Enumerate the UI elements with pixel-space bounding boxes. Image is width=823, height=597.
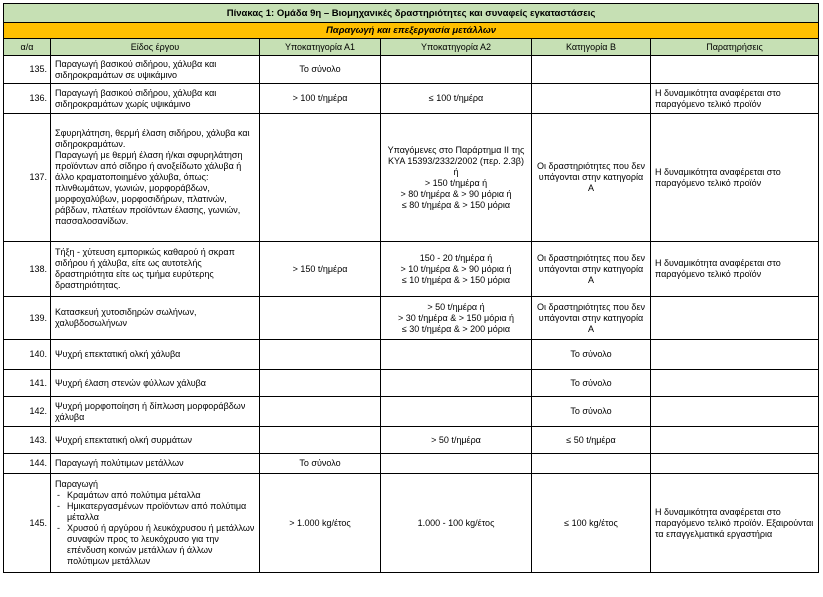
row-a2 <box>381 370 532 397</box>
row-a2: > 50 t/ημέρα ή > 30 t/ημέρα & > 150 μόρια ή ≤ 30 t/ημέρα & > 200 μόρια <box>381 297 532 340</box>
row-b: Οι δραστηριότητες που δεν υπάγονται στην κατηγορία Α <box>532 114 651 242</box>
header-b: Κατηγορία Β <box>532 39 651 56</box>
row-a1 <box>260 427 381 454</box>
row-type: Σφυρηλάτηση, θερμή έλαση σιδήρου, χάλυβα και σιδηροκραμάτων. Παραγωγή με θερμή έλαση ή/και σφυρηλάτηση προϊόντων από σίδηρο ή ανοξείδωτο χάλυβα ή άλλο κραματοποιημένο χάλυβα, όπως: πλινθωμάτων, γωνιών, μορφοράβδων, μορφοχαλύβων, μορφοσιδήρων, πλατινών, ράβδων, πλατέων προϊόντων έλασης, γωνιών, πασσαλοσανίδων. <box>51 114 260 242</box>
header-notes: Παρατηρήσεις <box>651 39 819 56</box>
row-a1: Το σύνολο <box>260 56 381 84</box>
row-num: 137. <box>4 114 51 242</box>
row-type: Παραγωγή πολύτιμων μετάλλων <box>51 454 260 474</box>
row-num: 139. <box>4 297 51 340</box>
list-item: - Χρυσού ή αργύρου ή λευκόχρυσου ή μετάλλων συναφών προς το λευκόχρυσο για την επένδυση κοινών μετάλλων ή άλλων πολύτιμων μετάλλων <box>67 523 255 567</box>
row-a1 <box>260 297 381 340</box>
row-num: 136. <box>4 84 51 114</box>
row-type-list <box>55 490 255 567</box>
row-a2: > 50 t/ημέρα <box>381 427 532 454</box>
row-type: Ψυχρή επεκτατική ολκή συρμάτων <box>51 427 260 454</box>
row-notes: Η δυναμικότητα αναφέρεται στο παραγόμενο τελικό προϊόν <box>651 242 819 297</box>
row-a2 <box>381 340 532 370</box>
row-num: 140. <box>4 340 51 370</box>
row-a1: Το σύνολο <box>260 454 381 474</box>
row-type: Παραγωγή βασικού σιδήρου, χάλυβα και σιδηροκραμάτων σε υψικάμινο <box>51 56 260 84</box>
row-type: Τήξη - χύτευση εμπορικώς καθαρού ή σκραπ σιδήρου ή χάλυβα, είτε ως αυτοτελής δραστηριότητα είτε ως τμήμα ευρύτερης δραστηριότητας. <box>51 242 260 297</box>
row-a2: 1.000 - 100 kg/έτος <box>381 474 532 573</box>
table-row <box>4 370 819 397</box>
header-row <box>4 39 819 56</box>
row-num: 138. <box>4 242 51 297</box>
row-a1: > 100 t/ημέρα <box>260 84 381 114</box>
activities-table <box>3 3 819 573</box>
list-item: - Κραμάτων από πολύτιμα μέταλλα <box>67 490 255 501</box>
row-b: Το σύνολο <box>532 397 651 427</box>
table-row <box>4 454 819 474</box>
row-b <box>532 56 651 84</box>
row-num: 145. <box>4 474 51 573</box>
row-type <box>51 474 260 573</box>
row-b <box>532 84 651 114</box>
row-notes <box>651 340 819 370</box>
table-row <box>4 84 819 114</box>
row-a1 <box>260 340 381 370</box>
row-num: 143. <box>4 427 51 454</box>
row-type: Κατασκευή χυτοσιδηρών σωλήνων, χαλυβδοσωλήνων <box>51 297 260 340</box>
row-a1 <box>260 370 381 397</box>
row-type: Παραγωγή βασικού σιδήρου, χάλυβα και σιδηροκραμάτων χωρίς υψικάμινο <box>51 84 260 114</box>
table-row <box>4 427 819 454</box>
row-a2 <box>381 56 532 84</box>
row-notes <box>651 427 819 454</box>
header-a1: Υποκατηγορία Α1 <box>260 39 381 56</box>
table-row <box>4 242 819 297</box>
row-num: 142. <box>4 397 51 427</box>
header-type: Είδος έργου <box>51 39 260 56</box>
header-a2: Υποκατηγορία Α2 <box>381 39 532 56</box>
row-b: Το σύνολο <box>532 370 651 397</box>
row-notes: Η δυναμικότητα αναφέρεται στο παραγόμενο τελικό προϊόν. Εξαιρούνται τα επαγγελματικά εργαστήρια <box>651 474 819 573</box>
row-b: Το σύνολο <box>532 340 651 370</box>
row-num: 144. <box>4 454 51 474</box>
row-type: Ψυχρή έλαση στενών φύλλων χάλυβα <box>51 370 260 397</box>
row-a2: ≤ 100 t/ημέρα <box>381 84 532 114</box>
row-notes <box>651 397 819 427</box>
table-row <box>4 474 819 573</box>
row-b: ≤ 50 t/ημέρα <box>532 427 651 454</box>
row-a2: 150 - 20 t/ημέρα ή > 10 t/ημέρα & > 90 μόρια ή ≤ 10 t/ημέρα & > 150 μόρια <box>381 242 532 297</box>
row-notes <box>651 370 819 397</box>
row-a2 <box>381 454 532 474</box>
row-a1 <box>260 114 381 242</box>
row-notes <box>651 56 819 84</box>
list-item: - Ημικατεργασμένων προϊόντων από πολύτιμα μέταλλα <box>67 501 255 523</box>
table-subtitle: Παραγωγή και επεξεργασία μετάλλων <box>4 23 819 39</box>
row-num: 135. <box>4 56 51 84</box>
row-a1 <box>260 397 381 427</box>
table-row <box>4 114 819 242</box>
row-b: Οι δραστηριότητες που δεν υπάγονται στην κατηγορία Α <box>532 297 651 340</box>
header-num: α/α <box>4 39 51 56</box>
row-notes <box>651 454 819 474</box>
row-notes: Η δυναμικότητα αναφέρεται στο παραγόμενο τελικό προϊόν <box>651 114 819 242</box>
row-a2: Υπαγόμενες στο Παράρτημα ΙΙ της ΚΥΑ 15393/2332/2002 (περ. 2.3β) ή > 150 t/ημέρα ή > 80 t/ημέρα & > 90 μόρια ή ≤ 80 t/ημέρα & > 150 μόρια <box>381 114 532 242</box>
row-b <box>532 454 651 474</box>
row-a1: > 1.000 kg/έτος <box>260 474 381 573</box>
row-b: Οι δραστηριότητες που δεν υπάγονται στην κατηγορία Α <box>532 242 651 297</box>
row-type-intro: Παραγωγή <box>55 479 99 489</box>
table-row <box>4 56 819 84</box>
table-row <box>4 397 819 427</box>
row-num: 141. <box>4 370 51 397</box>
row-notes: Η δυναμικότητα αναφέρεται στο παραγόμενο τελικό προϊόν <box>651 84 819 114</box>
row-type: Ψυχρή επεκτατική ολκή χάλυβα <box>51 340 260 370</box>
row-b: ≤ 100 kg/έτος <box>532 474 651 573</box>
table-row <box>4 340 819 370</box>
row-a1: > 150 t/ημέρα <box>260 242 381 297</box>
table-row <box>4 297 819 340</box>
table-title: Πίνακας 1: Ομάδα 9η – Βιομηχανικές δραστηριότητες και συναφείς εγκαταστάσεις <box>4 4 819 23</box>
row-type: Ψυχρή μορφοποίηση ή δίπλωση μορφοράβδων χάλυβα <box>51 397 260 427</box>
row-notes <box>651 297 819 340</box>
row-a2 <box>381 397 532 427</box>
